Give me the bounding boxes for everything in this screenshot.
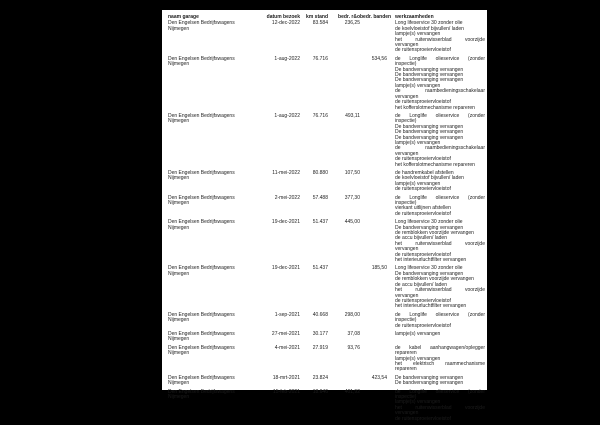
werk-item: de ruitensproeiervloeistof: [395, 415, 451, 422]
visit-date-cell: 19-dec-2021: [271, 265, 300, 272]
bedrag-banden-cell: 534,56: [371, 55, 387, 62]
table-row: [168, 57, 485, 114]
werk-item: lampje(s) vervangen: [395, 330, 441, 337]
werkzaamheden-cell: [387, 332, 485, 346]
werk-item: het elektrisch raammechanisme repareren: [395, 360, 485, 373]
header-km-stand: km stand: [306, 14, 328, 20]
werk-item: lampje(s) vervangen: [395, 399, 441, 406]
werk-item: de ruitensproeiervloeistof: [395, 322, 451, 329]
garage-name-cell: Den Engelsen Bedrijfswagens Nijmegen: [168, 311, 235, 324]
werk-item: lampje(s) vervangen: [395, 355, 441, 362]
bedrag-ro-cell: 236,25: [344, 20, 360, 27]
visit-date-cell: 15-feb-2021: [273, 388, 300, 395]
km-stand-cell: 23.824: [312, 374, 328, 381]
garage-name-cell: Den Engelsen Bedrijfswagens Nijmegen: [168, 344, 235, 357]
werkzaamheden-cell: [387, 390, 485, 425]
table-body: [168, 21, 485, 425]
header-bedrag-banden: bedr. banden: [360, 14, 392, 20]
werk-item: lampje(s) vervangen: [395, 31, 441, 38]
garage-name-cell: Den Engelsen Bedrijfswagens Nijmegen: [168, 20, 235, 32]
werk-item: het interieurluchtfilter vervangen: [395, 303, 467, 310]
bedrag-banden-cell: 423,54: [371, 374, 387, 381]
visit-date-cell: 1-aug-2022: [274, 55, 300, 62]
km-stand-cell: 57.488: [312, 194, 328, 201]
werk-item: de Longlife olieservice (zonder inspectie): [395, 388, 485, 400]
werk-item: de ruitensproeiervloeistof: [395, 99, 451, 106]
werkzaamheden-cell: [387, 114, 485, 171]
table-row: [168, 171, 485, 196]
table-row: [168, 376, 485, 390]
header-werkzaamheden: werkzaamheden: [395, 14, 434, 20]
bedrag-ro-cell: [328, 57, 360, 114]
km-stand-cell: 83.584: [312, 20, 328, 27]
werk-item: De bandvervanging vervangen: [395, 123, 464, 130]
bedrag-ro-cell: 298,00: [344, 311, 360, 318]
werk-item: de ruitensproeiervloeistof: [395, 186, 451, 193]
werk-item: De bandvervanging vervangen: [395, 380, 464, 387]
bedrag-ro-cell: 401,92: [344, 388, 360, 395]
maintenance-sheet: [162, 10, 487, 422]
km-stand-cell: 80.880: [312, 169, 328, 176]
table-row: [168, 266, 485, 312]
werk-item: de ruitensproeiervloeistof: [395, 47, 451, 54]
werk-item: De bandvervanging vervangen: [395, 77, 464, 84]
header-naam-garage: naam garage: [168, 14, 199, 20]
garage-name-cell: Den Engelsen Bedrijfswagens Nijmegen: [168, 169, 235, 182]
bedrag-banden-cell: [360, 332, 387, 346]
werk-item: de accu bijvullen/ laden: [395, 281, 447, 288]
werk-item: vierkant uitlijnen afstellen: [395, 205, 451, 212]
bedrag-banden-cell: [360, 196, 387, 221]
bedrag-banden-cell: [360, 313, 387, 332]
garage-name-cell: Den Engelsen Bedrijfswagens Nijmegen: [168, 219, 235, 231]
werk-item: de ruitensproeiervloeistof: [395, 251, 451, 258]
werk-item: de Longlife olieservice (zonder inspectie): [395, 55, 485, 68]
werk-item: de kabel aanhangwagen/oplegger repareren: [395, 344, 485, 357]
garage-name-cell: Den Engelsen Bedrijfswagens Nijmegen: [168, 265, 235, 277]
werk-item: het ruitenwisserblad voorzijde vervangen: [395, 36, 485, 49]
km-stand-cell: 40.668: [312, 311, 328, 318]
bedrag-banden-cell: [360, 346, 387, 376]
werkzaamheden-cell: [387, 171, 485, 196]
bedrag-ro-cell: [328, 266, 360, 312]
km-stand-cell: 27.919: [312, 344, 328, 351]
table-row: [168, 196, 485, 221]
werk-item: de remblokken voorzijde vervangen: [395, 230, 474, 237]
werk-item: lampje(s) vervangen: [395, 82, 441, 89]
werk-item: De bandvervanging vervangen: [395, 134, 464, 141]
werkzaamheden-cell: [387, 376, 485, 390]
bedrag-ro-cell: 493,11: [345, 112, 360, 119]
werkzaamheden-cell: [387, 266, 485, 312]
table-row: [168, 21, 485, 56]
werk-item: de remblokken voorzijde vervangen: [395, 276, 474, 283]
visit-date-cell: 1-aug-2022: [274, 112, 300, 119]
bedrag-banden-cell: [360, 114, 387, 171]
header-bedrag-ro: bedr. r&o: [338, 14, 360, 20]
garage-name-cell: Den Engelsen Bedrijfswagens Nijmegen: [168, 374, 235, 387]
visit-date-cell: 18-mrt-2021: [272, 374, 300, 381]
werk-item: de raambedieningsschakelaar vervangen: [395, 88, 485, 100]
km-stand-cell: 51.437: [312, 219, 328, 226]
werk-item: De bandvervanging vervangen: [395, 66, 464, 73]
werk-item: de koelvloeistof bijvullen/ laden: [395, 175, 464, 182]
werkzaamheden-cell: [387, 346, 485, 376]
visit-date-cell: 2-mei-2022: [274, 194, 300, 201]
garage-name-cell: Den Engelsen Bedrijfswagens Nijmegen: [168, 388, 235, 400]
werk-item: het interieurluchtfilter vervangen: [395, 257, 467, 264]
garage-name-cell: Den Engelsen Bedrijfswagens Nijmegen: [168, 55, 235, 68]
werk-item: de Longlife olieservice (zonder inspectie): [395, 194, 485, 206]
werk-item: De bandvervanging vervangen: [395, 129, 464, 136]
visit-date-cell: 12-dec-2022: [271, 20, 300, 27]
km-stand-cell: 18.646: [312, 388, 328, 395]
werk-item: het kofferslotmechanisme repareren: [395, 161, 475, 168]
werk-item: de koelvloeistof bijvullen/ laden: [395, 25, 464, 32]
header-datum-bezoek: datum bezoek: [266, 14, 300, 20]
km-stand-cell: 51.437: [312, 265, 328, 272]
werkzaamheden-cell: [387, 57, 485, 114]
werk-item: Long lifeservice 30 zonder olie: [395, 219, 463, 226]
werk-item: het ruitenwisserblad voorzijde vervangen: [395, 240, 485, 253]
bedrag-ro-cell: 377,30: [344, 194, 360, 201]
werk-item: de raambedieningsschakelaar vervangen: [395, 145, 485, 157]
table-row: [168, 313, 485, 332]
werk-item: de ruitensproeiervloeistof: [395, 156, 451, 163]
werkzaamheden-cell: [387, 220, 485, 266]
visit-date-cell: 11-mei-2022: [272, 169, 300, 176]
bedrag-banden-cell: [360, 220, 387, 266]
werk-item: Long lifeservice 30 zonder olie: [395, 20, 463, 27]
werk-item: de ruitensproeiervloeistof: [395, 297, 451, 304]
table-row: [168, 346, 485, 376]
werkzaamheden-cell: [387, 196, 485, 221]
visit-date-cell: 27-mei-2021: [271, 330, 300, 337]
bedrag-banden-cell: [360, 21, 387, 56]
bedrag-banden-cell: 185,50: [371, 265, 387, 272]
km-stand-cell: 76.716: [312, 112, 328, 119]
visit-date-cell: 19-dec-2021: [271, 219, 300, 226]
werk-item: de accu bijvullen/ laden: [395, 235, 447, 242]
bedrag-ro-cell: 93,76: [347, 344, 360, 351]
table-row: [168, 332, 485, 346]
werk-item: Long lifeservice 30 zonder olie: [395, 265, 463, 272]
werk-item: de ruitensproeiervloeistof: [395, 210, 451, 217]
bedrag-ro-cell: 107,50: [344, 169, 360, 176]
bedrag-ro-cell: 37,08: [347, 330, 360, 337]
garage-name-cell: Den Engelsen Bedrijfswagens Nijmegen: [168, 194, 235, 206]
werk-item: de Longlife olieservice (zonder inspectie): [395, 311, 485, 324]
bedrag-ro-cell: 445,00: [344, 219, 360, 226]
visit-date-cell: 4-mei-2021: [274, 344, 300, 351]
bedrag-banden-cell: [360, 390, 387, 425]
visit-date-cell: 1-sep-2021: [274, 311, 300, 318]
werk-item: het ruitenwisserblad voorzijde vervangen: [395, 404, 485, 417]
km-stand-cell: 30.177: [312, 330, 328, 337]
werk-item: De bandvervanging vervangen: [395, 224, 464, 231]
werk-item: De bandvervanging vervangen: [395, 270, 464, 277]
km-stand-cell: 76.716: [312, 55, 328, 62]
werk-item: het ruitenwisserblad voorzijde vervangen: [395, 287, 485, 299]
werk-item: lampje(s) vervangen: [395, 139, 441, 146]
garage-name-cell: Den Engelsen Bedrijfswagens Nijmegen: [168, 112, 235, 125]
bedrag-banden-cell: [360, 171, 387, 196]
werk-item: De bandvervanging vervangen: [395, 72, 464, 79]
maintenance-history-table: [168, 15, 485, 425]
table-row: [168, 390, 485, 425]
werk-item: De bandvervanging vervangen: [395, 374, 464, 381]
table-row: [168, 114, 485, 171]
werk-item: lampje(s) vervangen: [395, 180, 441, 187]
table-row: [168, 220, 485, 266]
werkzaamheden-cell: [387, 313, 485, 332]
werk-item: de Longlife olieservice (zonder inspectie): [395, 112, 485, 125]
garage-name-cell: Den Engelsen Bedrijfswagens Nijmegen: [168, 330, 235, 343]
werk-item: het kofferslotmechanisme repareren: [395, 104, 475, 111]
werk-item: de handremkabel afstellen: [395, 169, 454, 176]
bedrag-ro-cell: [328, 376, 360, 390]
werkzaamheden-cell: [387, 21, 485, 56]
